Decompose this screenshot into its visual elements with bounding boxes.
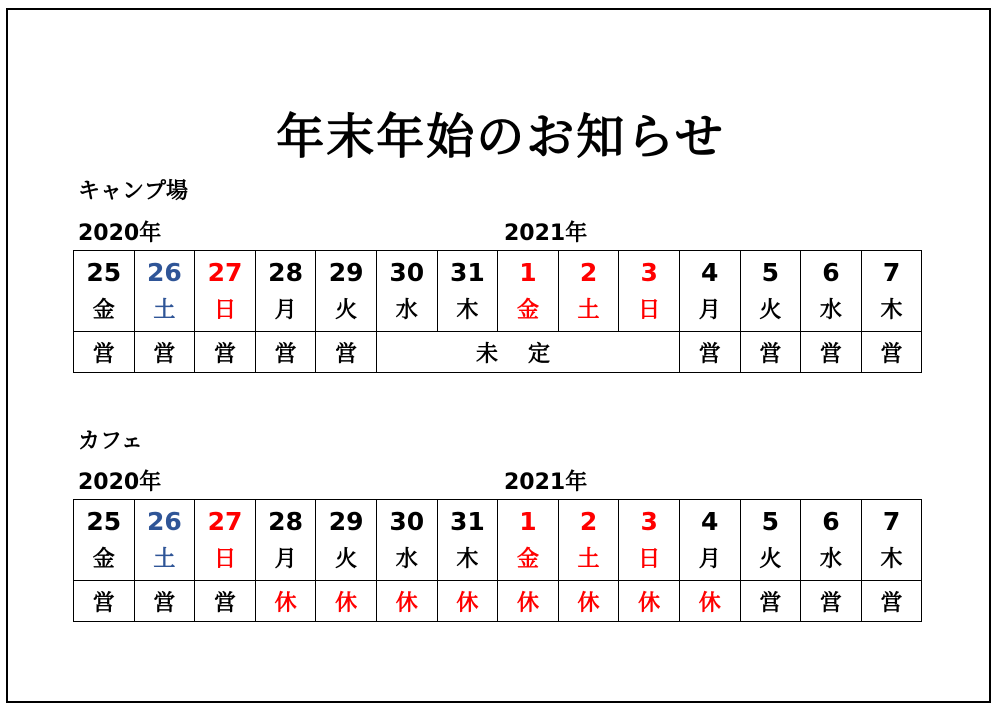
day-cell — [498, 500, 559, 581]
status-cell-undecided: 未定 — [376, 332, 679, 373]
status-cell: 営 — [134, 581, 195, 622]
calendar-days-row — [74, 500, 922, 581]
day-cell — [437, 500, 498, 581]
day-number: 4 — [701, 258, 719, 288]
status-cell: 営 — [679, 332, 740, 373]
day-cell — [801, 500, 862, 581]
weekday-label: 金 — [92, 298, 115, 324]
status-cell: 休 — [376, 581, 437, 622]
weekday-label: 木 — [456, 298, 479, 324]
status-cell: 営 — [195, 332, 256, 373]
year-2021-label: 2021年 — [504, 221, 588, 246]
status-cell: 休 — [255, 581, 316, 622]
day-number: 28 — [268, 258, 303, 288]
day-cell — [619, 500, 680, 581]
weekday-label: 月 — [274, 298, 297, 324]
weekday-label: 火 — [759, 298, 782, 324]
day-number: 30 — [389, 507, 425, 537]
weekday-label: 水 — [819, 547, 842, 573]
status-cell: 営 — [134, 332, 195, 373]
calendar-status-row — [74, 332, 922, 373]
weekday-label: 金 — [516, 298, 539, 324]
day-number: 25 — [86, 507, 122, 537]
weekday-label: 木 — [880, 547, 903, 573]
weekday-label: 月 — [698, 298, 721, 324]
status-cell: 営 — [740, 581, 801, 622]
weekday-label: 火 — [335, 547, 358, 573]
weekday-label: 水 — [395, 298, 418, 324]
weekday-label: 日 — [213, 547, 236, 573]
day-number: 27 — [207, 258, 243, 288]
status-cell: 休 — [679, 581, 740, 622]
page-title: 年末年始のお知らせ — [276, 109, 725, 165]
day-number: 2 — [579, 258, 598, 288]
status-cell: 休 — [437, 581, 498, 622]
day-number: 2 — [579, 507, 598, 537]
day-cell — [195, 500, 256, 581]
day-cell — [255, 251, 316, 332]
day-number: 29 — [328, 507, 364, 537]
day-cell — [316, 500, 377, 581]
day-cell — [679, 251, 740, 332]
weekday-label: 木 — [880, 298, 903, 324]
weekday-label: 火 — [759, 547, 782, 573]
day-cell — [679, 500, 740, 581]
weekday-label: 日 — [213, 298, 236, 324]
status-cell: 営 — [255, 332, 316, 373]
day-number: 5 — [761, 507, 780, 537]
day-cell — [558, 251, 619, 332]
day-number: 1 — [519, 507, 537, 537]
status-cell: 営 — [316, 332, 377, 373]
weekday-label: 火 — [335, 298, 358, 324]
status-cell: 営 — [861, 332, 922, 373]
camp-calendar-table — [73, 250, 922, 373]
status-cell: 休 — [498, 581, 559, 622]
day-cell — [740, 251, 801, 332]
cafe-calendar-table — [73, 499, 922, 622]
day-cell — [134, 251, 195, 332]
day-cell — [861, 500, 922, 581]
day-number: 1 — [519, 258, 537, 288]
day-cell — [801, 251, 862, 332]
weekday-label: 金 — [92, 547, 115, 573]
weekday-label: 月 — [274, 547, 297, 573]
day-cell — [861, 251, 922, 332]
weekday-label: 金 — [516, 547, 539, 573]
day-cell — [74, 500, 135, 581]
weekday-label: 日 — [638, 298, 661, 324]
weekday-label: 水 — [395, 547, 418, 573]
status-cell: 休 — [619, 581, 680, 622]
weekday-label: 木 — [456, 547, 479, 573]
day-number: 3 — [640, 507, 658, 537]
day-number: 7 — [882, 507, 901, 537]
day-number: 5 — [761, 258, 780, 288]
day-cell — [740, 500, 801, 581]
day-cell — [376, 251, 437, 332]
status-cell: 営 — [195, 581, 256, 622]
day-cell — [437, 251, 498, 332]
day-number: 4 — [701, 507, 719, 537]
day-number: 26 — [146, 258, 182, 288]
status-cell: 営 — [74, 332, 135, 373]
day-cell — [134, 500, 195, 581]
day-number: 6 — [822, 258, 840, 288]
weekday-label: 土 — [577, 298, 600, 324]
section-label-camp: キャンプ場 — [78, 179, 189, 204]
day-number: 25 — [86, 258, 122, 288]
day-number: 31 — [449, 258, 485, 288]
year-2020-label: 2020年 — [78, 470, 162, 495]
calendar-status-row — [74, 581, 922, 622]
day-number: 29 — [328, 258, 364, 288]
year-2021-label: 2021年 — [504, 470, 588, 495]
day-cell — [255, 500, 316, 581]
status-cell: 休 — [316, 581, 377, 622]
day-number: 7 — [882, 258, 901, 288]
status-cell: 休 — [558, 581, 619, 622]
calendar-days-row — [74, 251, 922, 332]
weekday-label: 月 — [698, 547, 721, 573]
status-cell: 営 — [74, 581, 135, 622]
day-cell — [195, 251, 256, 332]
weekday-label: 土 — [577, 547, 600, 573]
day-cell — [619, 251, 680, 332]
day-number: 30 — [389, 258, 425, 288]
day-number: 3 — [640, 258, 658, 288]
day-number: 26 — [146, 507, 182, 537]
day-cell — [316, 251, 377, 332]
section-label-cafe: カフェ — [78, 429, 143, 454]
day-number: 31 — [449, 507, 485, 537]
status-cell: 営 — [740, 332, 801, 373]
status-cell: 営 — [801, 581, 862, 622]
day-cell — [74, 251, 135, 332]
day-cell — [498, 251, 559, 332]
status-cell: 営 — [801, 332, 862, 373]
day-number: 6 — [822, 507, 840, 537]
year-2020-label: 2020年 — [78, 221, 162, 246]
status-cell: 営 — [861, 581, 922, 622]
weekday-label: 水 — [819, 298, 842, 324]
weekday-label: 日 — [638, 547, 661, 573]
day-number: 28 — [268, 507, 303, 537]
day-number: 27 — [207, 507, 243, 537]
weekday-label: 土 — [153, 547, 176, 573]
weekday-label: 土 — [153, 298, 176, 324]
day-cell — [376, 500, 437, 581]
day-cell — [558, 500, 619, 581]
